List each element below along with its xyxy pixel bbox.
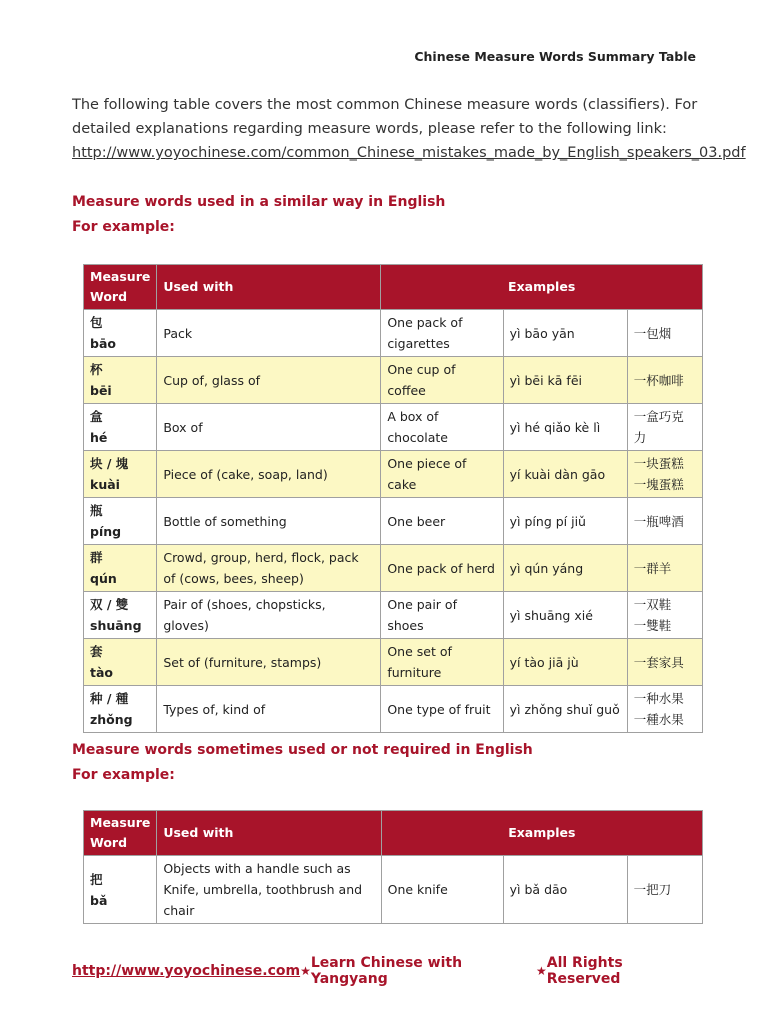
header-measure-word: Measure Word (84, 811, 157, 856)
measure-word-character: 杯 (90, 362, 103, 377)
used-with-cell: Objects with a handle such as Knife, umbrella, toothbrush and chair (157, 856, 381, 924)
example-chinese-text: 一杯咖啡 (633, 372, 684, 388)
example-english-cell: One set of furniture (381, 639, 503, 686)
header-examples: Examples (381, 811, 702, 856)
example-chinese-cell (627, 498, 702, 545)
example-english-cell: One pack of herd (381, 545, 503, 592)
section1-heading-block (72, 190, 445, 240)
example-chinese-text: 一群羊 (633, 560, 672, 576)
example-chinese-text: 一瓶啤酒 (633, 513, 684, 529)
measure-word-character: 双 / 雙 (90, 597, 129, 612)
measure-word-cell (84, 404, 157, 451)
pdf-link[interactable]: http://www.yoyochinese.com/common_Chinese_mistakes_made_by_English_speakers_03.pdf (72, 145, 746, 161)
header-used-with: Used with (157, 265, 381, 310)
table-row (84, 639, 703, 686)
example-chinese-text: 一包烟 (633, 325, 672, 341)
measure-word-cell (84, 856, 157, 924)
measure-word-cell (84, 686, 157, 733)
section1-for-example: For example: (72, 219, 175, 235)
table-row (84, 404, 703, 451)
measure-word-pinyin: qún (90, 571, 117, 586)
example-pinyin-cell: yì bēi kā fēi (503, 357, 627, 404)
example-pinyin-cell: yì shuāng xié (503, 592, 627, 639)
star-icon: ★ (535, 964, 547, 978)
used-with-cell: Piece of (cake, soap, land) (157, 451, 381, 498)
example-pinyin-cell: yì píng pí jiǔ (503, 498, 627, 545)
table-row (84, 310, 703, 357)
example-chinese-cell (627, 592, 702, 639)
measure-word-character: 把 (90, 871, 103, 887)
example-english-cell: One cup of coffee (381, 357, 503, 404)
measure-words-table-similar (83, 264, 703, 733)
measure-word-cell (84, 545, 157, 592)
section1-heading: Measure words used in a similar way in English (72, 194, 446, 210)
example-chinese-cell (627, 451, 702, 498)
example-chinese-cell (627, 357, 702, 404)
table-row (84, 545, 703, 592)
measure-word-cell (84, 357, 157, 404)
section2-heading-block (72, 738, 533, 788)
measure-word-pinyin: shuāng (90, 618, 142, 633)
table-row (84, 686, 703, 733)
table-row (84, 856, 703, 924)
example-chinese-text: 一雙鞋 (633, 618, 672, 633)
page-title: Chinese Measure Words Summary Table (414, 49, 696, 64)
example-chinese-text: 一种水果 (633, 691, 684, 706)
example-english-cell: One beer (381, 498, 503, 545)
measure-word-character: 群 (90, 550, 103, 565)
header-examples: Examples (381, 265, 703, 310)
measure-word-character: 块 / 塊 (90, 456, 129, 471)
measure-word-pinyin: bēi (90, 383, 112, 398)
example-pinyin-cell: yì hé qiǎo kè lì (503, 404, 627, 451)
example-pinyin-cell: yì bāo yān (503, 310, 627, 357)
used-with-cell: Box of (157, 404, 381, 451)
measure-word-pinyin: tào (90, 665, 113, 680)
used-with-cell: Pack (157, 310, 381, 357)
footer-link[interactable]: http://www.yoyochinese.com (72, 963, 301, 979)
measure-word-cell (84, 592, 157, 639)
example-chinese-text: 一盒巧克力 (633, 409, 684, 445)
used-with-cell: Pair of (shoes, chopsticks, gloves) (157, 592, 381, 639)
measure-word-pinyin: bāo (90, 336, 116, 351)
used-with-cell: Types of, kind of (157, 686, 381, 733)
intro-text: The following table covers the most common Chinese measure words (classifiers). For detailed explanations regarding measure words, please refer to the following link: (72, 97, 698, 137)
section2-for-example: For example: (72, 767, 175, 783)
example-pinyin-cell: yì bǎ dāo (503, 856, 627, 924)
used-with-cell: Bottle of something (157, 498, 381, 545)
star-icon: ★ (300, 964, 311, 978)
measure-word-character: 套 (90, 644, 103, 659)
table-header-row (84, 265, 703, 310)
example-chinese-cell (627, 686, 702, 733)
example-chinese-cell (627, 404, 702, 451)
table-header-row (84, 811, 703, 856)
example-english-cell: One piece of cake (381, 451, 503, 498)
measure-word-pinyin: hé (90, 430, 108, 445)
measure-word-cell (84, 451, 157, 498)
example-english-cell: A box of chocolate (381, 404, 503, 451)
table-row (84, 357, 703, 404)
example-pinyin-cell: yí kuài dàn gāo (503, 451, 627, 498)
example-pinyin-cell: yí tào jiā jù (503, 639, 627, 686)
footer (72, 955, 696, 987)
footer-tagline: Learn Chinese with Yangyang (310, 955, 463, 987)
used-with-cell: Set of (furniture, stamps) (157, 639, 381, 686)
section2-heading: Measure words sometimes used or not required in English (72, 742, 533, 758)
measure-word-character: 盒 (90, 409, 103, 424)
used-with-cell: Crowd, group, herd, flock, pack of (cows, bees, sheep) (157, 545, 381, 592)
measure-word-cell (84, 639, 157, 686)
measure-word-pinyin: píng (90, 524, 122, 539)
table-row (84, 451, 703, 498)
example-chinese-cell (627, 545, 702, 592)
measure-word-pinyin: kuài (90, 477, 120, 492)
table-row (84, 592, 703, 639)
measure-word-character: 种 / 種 (90, 691, 129, 706)
measure-word-cell (84, 498, 157, 545)
footer-rights: All Rights Reserved (546, 955, 623, 987)
example-chinese-cell (627, 856, 702, 924)
header-measure-word: Measure Word (84, 265, 157, 310)
table-row (84, 498, 703, 545)
example-chinese-cell (627, 639, 702, 686)
header-used-with: Used with (157, 811, 381, 856)
measure-word-character: 瓶 (90, 503, 103, 518)
example-english-cell: One pack of cigarettes (381, 310, 503, 357)
example-chinese-text: 一套家具 (633, 654, 684, 670)
measure-word-character: 包 (90, 315, 103, 330)
measure-word-cell (84, 310, 157, 357)
example-chinese-text: 一双鞋 (633, 597, 672, 612)
example-chinese-cell (627, 310, 702, 357)
intro-paragraph (72, 93, 746, 165)
example-pinyin-cell: yì qún yáng (503, 545, 627, 592)
example-chinese-text: 一塊蛋糕 (633, 477, 684, 492)
example-english-cell: One type of fruit (381, 686, 503, 733)
example-english-cell: One knife (381, 856, 503, 924)
example-pinyin-cell: yì zhǒng shuǐ guǒ (503, 686, 627, 733)
example-chinese-text: 一把刀 (633, 882, 672, 897)
example-chinese-text: 一種水果 (633, 712, 684, 727)
measure-word-pinyin: zhǒng (90, 712, 133, 727)
used-with-cell: Cup of, glass of (157, 357, 381, 404)
measure-word-pinyin: bǎ (90, 892, 108, 908)
example-chinese-text: 一块蛋糕 (633, 456, 684, 471)
example-english-cell: One pair of shoes (381, 592, 503, 639)
measure-words-table-optional (83, 810, 703, 924)
